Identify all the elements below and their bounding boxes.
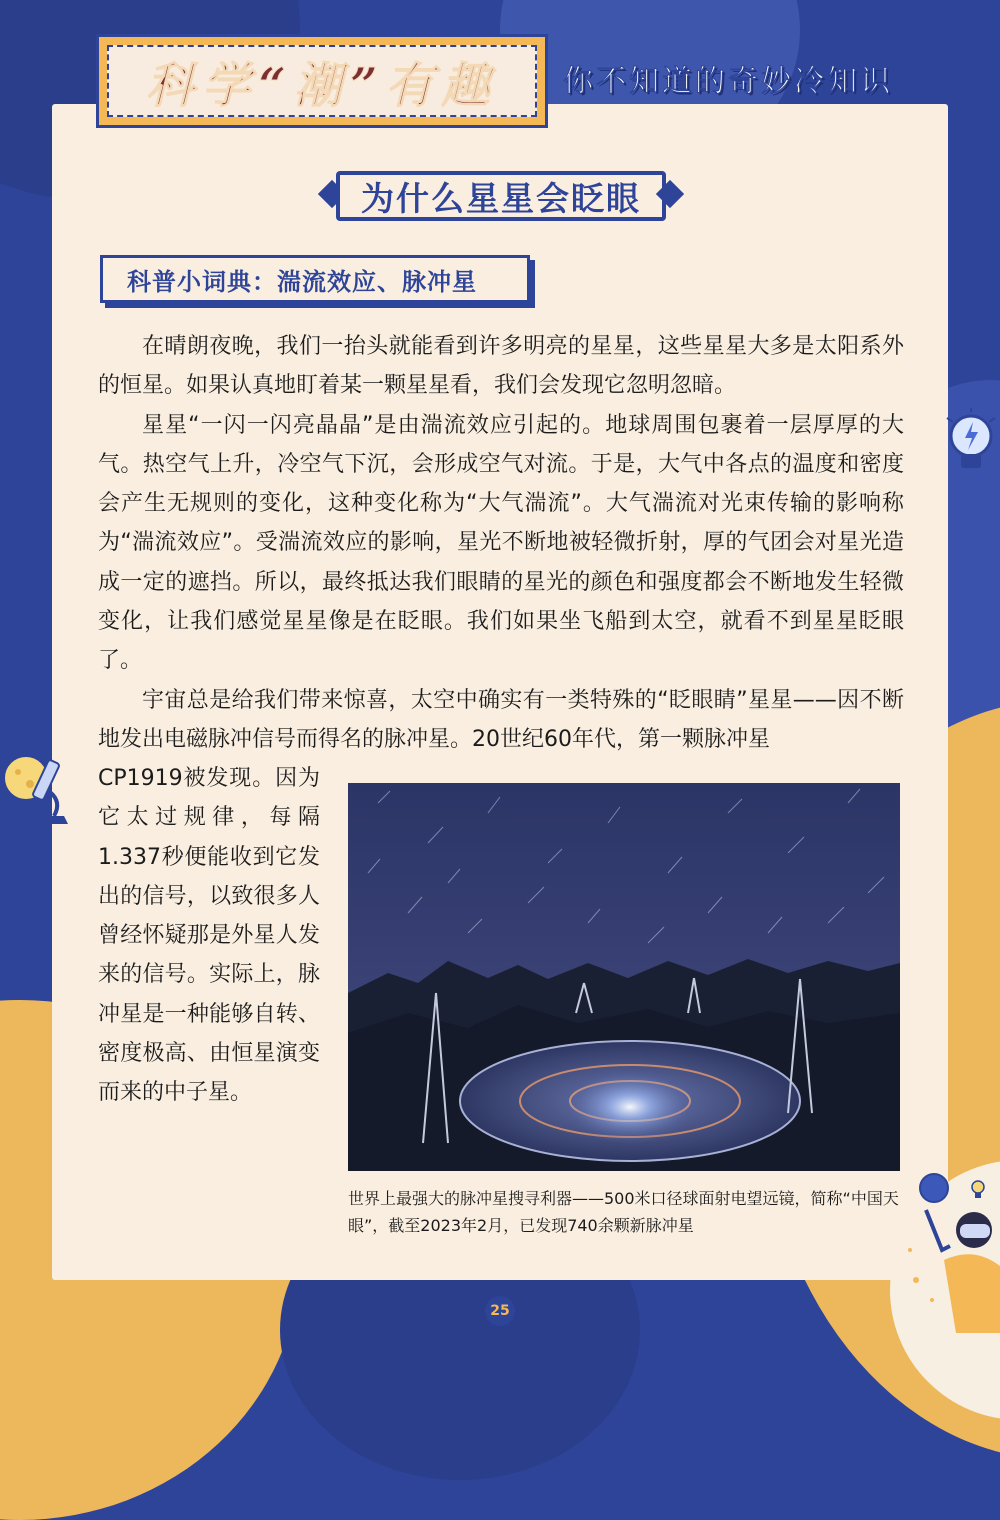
page-subtitle: 你不知道的奇妙冷知识 xyxy=(563,64,893,99)
dictionary-label xyxy=(100,255,530,303)
section-title: 为什么星星会眨眼 xyxy=(361,178,641,218)
paragraph: 星星“一闪一闪亮晶晶”是由湍流效应引起的。地球周围包裹着一层厚厚的大气。热空气上升，冷空气下沉，会形成空气对流。于是，大气中各点的温度和密度会产生无规则的变化，这种变化称为“大气湍流”。大气湍流对光束传输的影响称为“湍流效应”。受湍流效应的影响，星光不断地被轻微折射，厚的气团会对星光造成一定的遮挡。所以，最终抵达我们眼睛的星光的颜色和强度都会不断地发生轻微变化，让我们感觉星星像是在眨眼。我们如果坐飞船到太空，就看不到星星眨眼了。 xyxy=(98,412,904,674)
lightbulb-icon xyxy=(945,408,997,482)
microscope-icon xyxy=(0,752,80,836)
article-body xyxy=(98,327,904,759)
page-title: 科学“潮”有趣 xyxy=(146,57,498,114)
paragraph: CP1919被发现。因为它太过规律，每隔1.337秒便能收到它发出的信号，以致很多人曾经怀疑那是外星人发来的信号。实际上，脉冲星是一种能够自转、密度极高、由恒星演变而来的中子星。 xyxy=(98,766,320,1106)
paragraph: 在晴朗夜晚，我们一抬头就能看到许多明亮的星星，这些星星大多是太阳系外的恒星。如果认真地盯着某一颗星星看，我们会发现它忽明忽暗。 xyxy=(98,334,904,399)
paragraph: 宇宙总是给我们带来惊喜，太空中确实有一类特殊的“眨眼睛”星星——因不断地发出电磁脉冲信号而得名的脉冲星。20世纪60年代，第一颗脉冲星 xyxy=(98,687,904,752)
title-banner xyxy=(96,34,548,128)
side-column-text xyxy=(98,759,320,1113)
page-number: 25 xyxy=(485,1296,515,1326)
section-heading xyxy=(312,168,690,224)
small-lightbulb-icon xyxy=(968,1178,988,1206)
photo-caption: 世界上最强大的脉冲星搜寻利器——500米口径球面射电望远镜，简称“中国天眼”，截至2023年2月，已发现740余颗新脉冲星 xyxy=(348,1189,899,1235)
fast-telescope-photo xyxy=(348,783,900,1171)
dictionary-label-text: 科普小词典：湍流效应、脉冲星 xyxy=(127,267,477,296)
